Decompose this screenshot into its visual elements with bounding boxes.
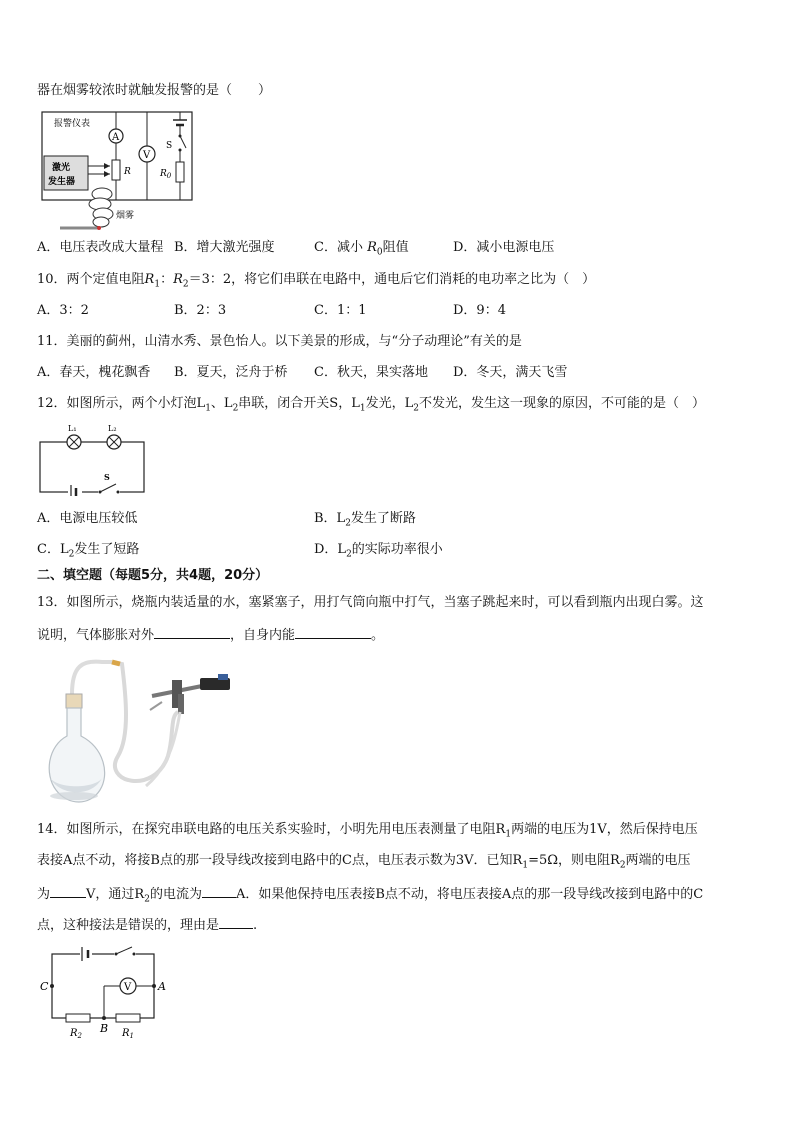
q9-stem: 器在烟雾较浓时就触发报警的是（ ）	[37, 83, 272, 98]
q11-option-c: C．秋天，果实落地	[314, 365, 428, 380]
q9-smoke-label: 烟雾	[116, 211, 135, 221]
q14-point-a: A	[158, 980, 166, 993]
q12-switch: S	[104, 472, 110, 482]
q14-line1: 14．如图所示，在探究串联电路的电压关系实验时，小明先用电压表测量了电阻$R_1$两端的电压为1V，然后保持电压	[37, 822, 698, 840]
q9-r0-sub: 0	[166, 172, 172, 180]
q14-line4: 点，这种接法是错误的，理由是 .	[37, 914, 257, 935]
q12-option-c: C．$L_2$发生了短路	[37, 542, 140, 560]
q14-blank-3	[219, 914, 253, 929]
q14-voltage-circuit	[36, 944, 172, 1040]
section-fill-blank-title: 二、填空题（每题5分，共4题，20分）	[37, 568, 269, 583]
q9-voltmeter: V	[143, 150, 151, 161]
q9-switch: S	[166, 141, 173, 151]
q10-option-d: D．9：4	[453, 303, 506, 318]
q11-option-d: D．冬天，满天飞雪	[453, 365, 568, 380]
q13-line2: 说明，气体膨胀对外 ，自身内能 。	[37, 624, 384, 645]
svg-text:R0	[159, 169, 172, 180]
q11-option-a: A．春天，槐花飘香	[37, 365, 151, 380]
q13-line1: 13．如图所示，烧瓶内装适量的水，塞紧塞子，用打气筒向瓶中打气，当塞子跳起来时，可以看到瓶内出现白雾。这	[37, 595, 704, 610]
q14-voltmeter: V	[124, 982, 132, 993]
q9-smoke-icon	[89, 188, 113, 227]
q13-blank-1	[154, 624, 230, 639]
svg-text:R2: $R_2$	[70, 1028, 82, 1040]
q10-option-c: C．1：1	[314, 303, 367, 318]
q13-blank-2	[295, 624, 371, 639]
q12-l2: L₂	[108, 424, 117, 433]
q9-alarm-label: 报警仪表	[54, 119, 91, 129]
q12-l1: L₁	[68, 424, 77, 433]
q12-series-circuit	[38, 422, 148, 496]
q14-line3: 为 V，通过$R_2$的电流为 A．如果他保持电压表接B点不动，将电压表接A点的那一段导线改接到电路中的C	[37, 883, 703, 909]
q13-flask-pump-photo	[42, 656, 238, 810]
q9-smoke-alarm-circuit	[40, 110, 200, 232]
q11-option-b: B．夏天，泛舟于桥	[174, 365, 288, 380]
q12-stem: 12．如图所示，两个小灯泡$L_1$、$L_2$串联，闭合开关S，$L_1$发光，$L_2$不发光，发生这一现象的原因，不可能的是（ ）	[37, 396, 705, 414]
q12-option-b: B．$L_2$发生了断路	[314, 511, 416, 529]
q14-r1: R	[122, 1028, 130, 1039]
q9-resistor-r: R	[124, 167, 131, 177]
q9-option-d: D．减小电源电压	[453, 240, 555, 255]
q9-laser-2: 发生器	[48, 177, 76, 187]
q10-option-b: B．2：3	[174, 303, 227, 318]
q14-blank-1	[50, 883, 86, 898]
q14-r2: R	[70, 1028, 78, 1039]
q12-option-a: A．电源电压较低	[37, 511, 138, 526]
q10-option-a: A．3：2	[37, 303, 89, 318]
q14-point-c: C	[40, 980, 49, 993]
q10-stem: 10．两个定值电阻$R_1$：$R_2=3$：2，将它们串联在电路中，通电后它们消耗的电功率之比为（ ）	[37, 272, 596, 290]
svg-text:R1: $R_1$	[122, 1028, 134, 1040]
q14-line2: 表接A点不动，将接B点的那一段导线改接到电路中的C点，电压表示数为3V．已知$R_1=5\Omega$，则电阻$R_2$两端的电压	[37, 853, 691, 871]
q12-option-d: D．$L_2$的实际功率很小	[314, 542, 443, 560]
q9-option-c: C．减小 $R_0$阻值	[314, 240, 409, 258]
q9-resistor-r0: R	[160, 169, 167, 179]
q9-laser-1: 激光	[52, 163, 71, 173]
q9-ammeter: A	[112, 132, 120, 143]
q9-option-b: B．增大激光强度	[174, 240, 275, 255]
q14-blank-2	[202, 883, 236, 898]
q14-point-b: B	[100, 1022, 109, 1035]
q11-stem: 11．美丽的蓟州，山清水秀、景色怡人。以下美景的形成，与“分子动理论”有关的是	[37, 334, 522, 349]
q9-option-a: A．电压表改成大量程	[37, 240, 164, 255]
